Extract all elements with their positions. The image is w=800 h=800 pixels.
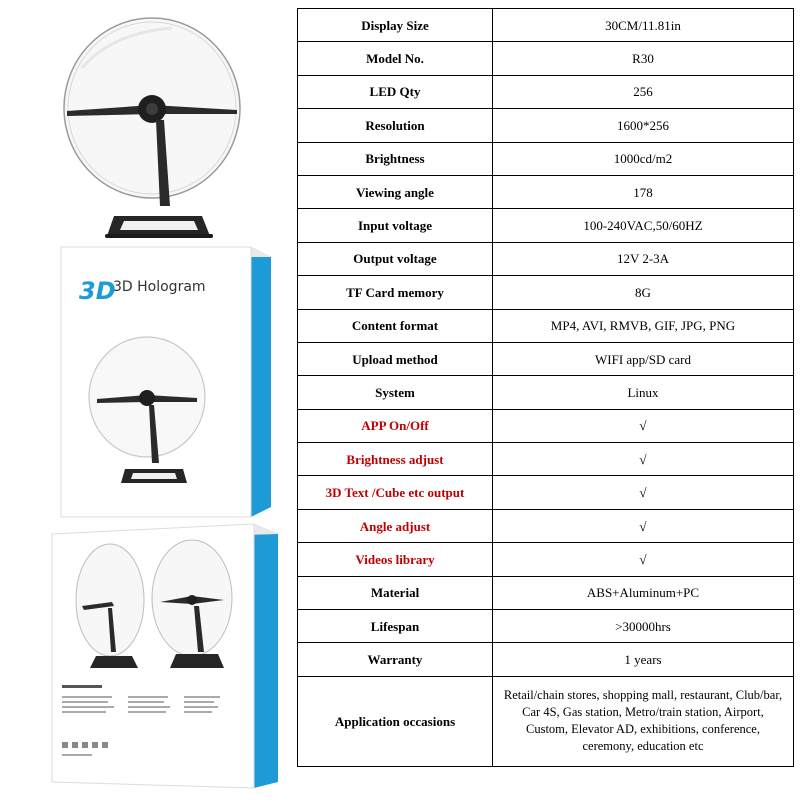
spec-label: Display Size [298,9,493,42]
spec-value: 256 [493,75,794,108]
product-photo-hologram-fan [52,8,252,248]
spec-row [298,509,794,542]
spec-row [298,309,794,342]
spec-label: Input voltage [298,209,493,242]
spec-row [298,142,794,175]
spec-label: Output voltage [298,242,493,275]
spec-label: 3D Text /Cube etc output [298,476,493,509]
spec-label: Material [298,576,493,609]
spec-value: R30 [493,42,794,75]
spec-row [298,276,794,309]
spec-value: 1000cd/m2 [493,142,794,175]
spec-value: 100-240VAC,50/60HZ [493,209,794,242]
spec-row [298,109,794,142]
product-box-back [42,520,282,790]
spec-row [298,9,794,42]
spec-label: TF Card memory [298,276,493,309]
spec-row [298,342,794,375]
spec-label: Model No. [298,42,493,75]
spec-row [298,42,794,75]
spec-value: √ [493,543,794,576]
spec-label: Warranty [298,643,493,676]
spec-label: Brightness adjust [298,443,493,476]
spec-value: 8G [493,276,794,309]
spec-value: WIFI app/SD card [493,342,794,375]
spec-row [298,75,794,108]
spec-value: 1600*256 [493,109,794,142]
spec-value: Linux [493,376,794,409]
spec-row [298,209,794,242]
spec-value: √ [493,443,794,476]
spec-label: System [298,376,493,409]
spec-value: √ [493,509,794,542]
spec-row [298,543,794,576]
spec-label: Angle adjust [298,509,493,542]
spec-row [298,376,794,409]
spec-value: 1 years [493,643,794,676]
application-line: Car 4S, Gas station, Metro/train station, Airport, [522,705,764,720]
spec-row [298,175,794,208]
spec-label: Upload method [298,342,493,375]
spec-label: Brightness [298,142,493,175]
box-brand-label: 3D Hologram [113,279,206,295]
spec-value: 12V 2-3A [493,242,794,275]
svg-text:3D: 3D [79,277,116,305]
spec-label: Lifespan [298,610,493,643]
spec-value: √ [493,409,794,442]
spec-row [298,476,794,509]
spec-row-application [298,676,794,766]
spec-label: LED Qty [298,75,493,108]
spec-row [298,409,794,442]
spec-label: Application occasions [298,676,493,766]
spec-label: Viewing angle [298,175,493,208]
spec-value: 178 [493,175,794,208]
application-occasions-value [493,676,794,766]
application-line: Retail/chain stores, shopping mall, restaurant, Club/bar, [503,688,783,703]
application-line: ceremony, education etc [582,739,704,754]
spec-value: >30000hrs [493,610,794,643]
spec-label: Content format [298,309,493,342]
spec-row [298,443,794,476]
spec-label: Videos library [298,543,493,576]
spec-table [297,8,794,767]
spec-value: 30CM/11.81in [493,9,794,42]
application-line: Custom, Elevator AD, exhibitions, conference, [526,722,760,737]
product-box-front [55,237,275,520]
spec-row [298,576,794,609]
spec-value: ABS+Aluminum+PC [493,576,794,609]
spec-row [298,610,794,643]
spec-value: MP4, AVI, RMVB, GIF, JPG, PNG [493,309,794,342]
spec-row [298,242,794,275]
spec-label: Resolution [298,109,493,142]
spec-row [298,643,794,676]
spec-value: √ [493,476,794,509]
spec-label: APP On/Off [298,409,493,442]
